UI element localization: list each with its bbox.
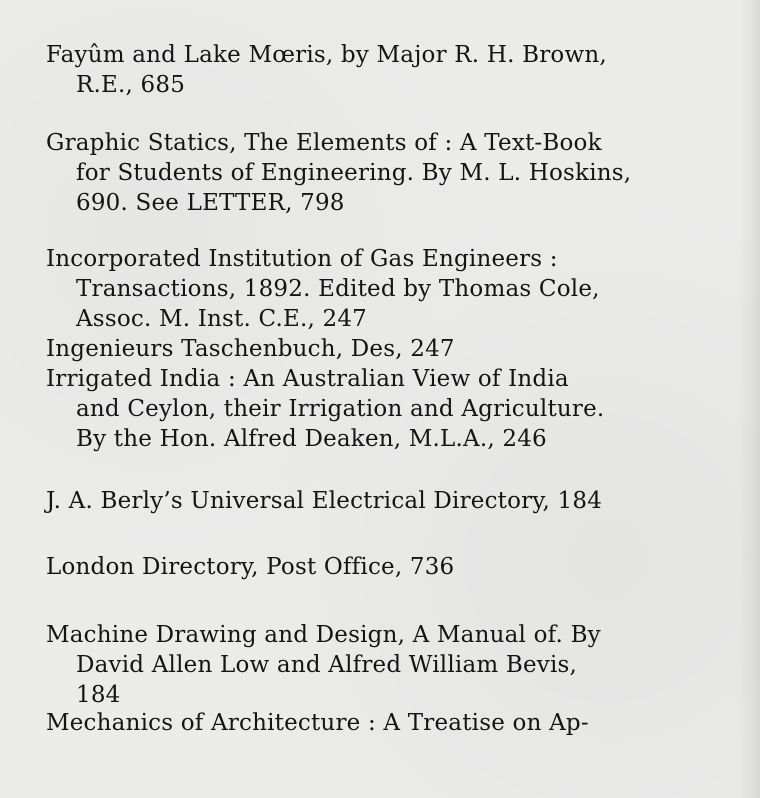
- entry-line: Ingenieurs Taschenbuch, Des, 247: [46, 336, 455, 362]
- entry-line: 184: [76, 682, 121, 708]
- entry-line: and Ceylon, their Irrigation and Agriculture.: [76, 396, 605, 422]
- entry-line: Irrigated India : An Australian View of India: [46, 366, 569, 392]
- entry-line: Mechanics of Architecture : A Treatise on Ap-: [46, 710, 589, 736]
- entry-line: London Directory, Post Office, 736: [46, 554, 455, 580]
- index-entry: [46, 334, 728, 364]
- index-entry: [46, 244, 728, 334]
- entry-line: R.E., 685: [76, 72, 186, 98]
- page-edge-shadow: [738, 0, 760, 798]
- entry-line: Assoc. M. Inst. C.E., 247: [76, 306, 368, 332]
- entry-line: Incorporated Institution of Gas Engineers :: [46, 246, 558, 272]
- entry-line: David Allen Low and Alfred William Bevis,: [76, 652, 578, 678]
- entry-line: Machine Drawing and Design, A Manual of. By: [46, 622, 601, 648]
- entry-line: Fayûm and Lake Mœris, by Major R. H. Brown,: [46, 42, 607, 68]
- entry-line: By the Hon. Alfred Deaken, M.L.A., 246: [76, 426, 547, 452]
- index-entry: [46, 128, 728, 218]
- index-entry: [46, 40, 728, 100]
- entry-line: 690. See LETTER, 798: [76, 190, 345, 216]
- entry-line: Graphic Statics, The Elements of : A Text-Book: [46, 130, 602, 156]
- index-entry: [46, 364, 728, 454]
- index-entry: [46, 708, 728, 738]
- index-entry: [46, 552, 728, 582]
- entry-line: J. A. Berly’s Universal Electrical Directory, 184: [46, 488, 603, 514]
- index-entry: [46, 620, 728, 710]
- entry-line: for Students of Engineering. By M. L. Hoskins,: [76, 160, 632, 186]
- index-entry: [46, 486, 728, 516]
- entry-line: Transactions, 1892. Edited by Thomas Cole,: [76, 276, 600, 302]
